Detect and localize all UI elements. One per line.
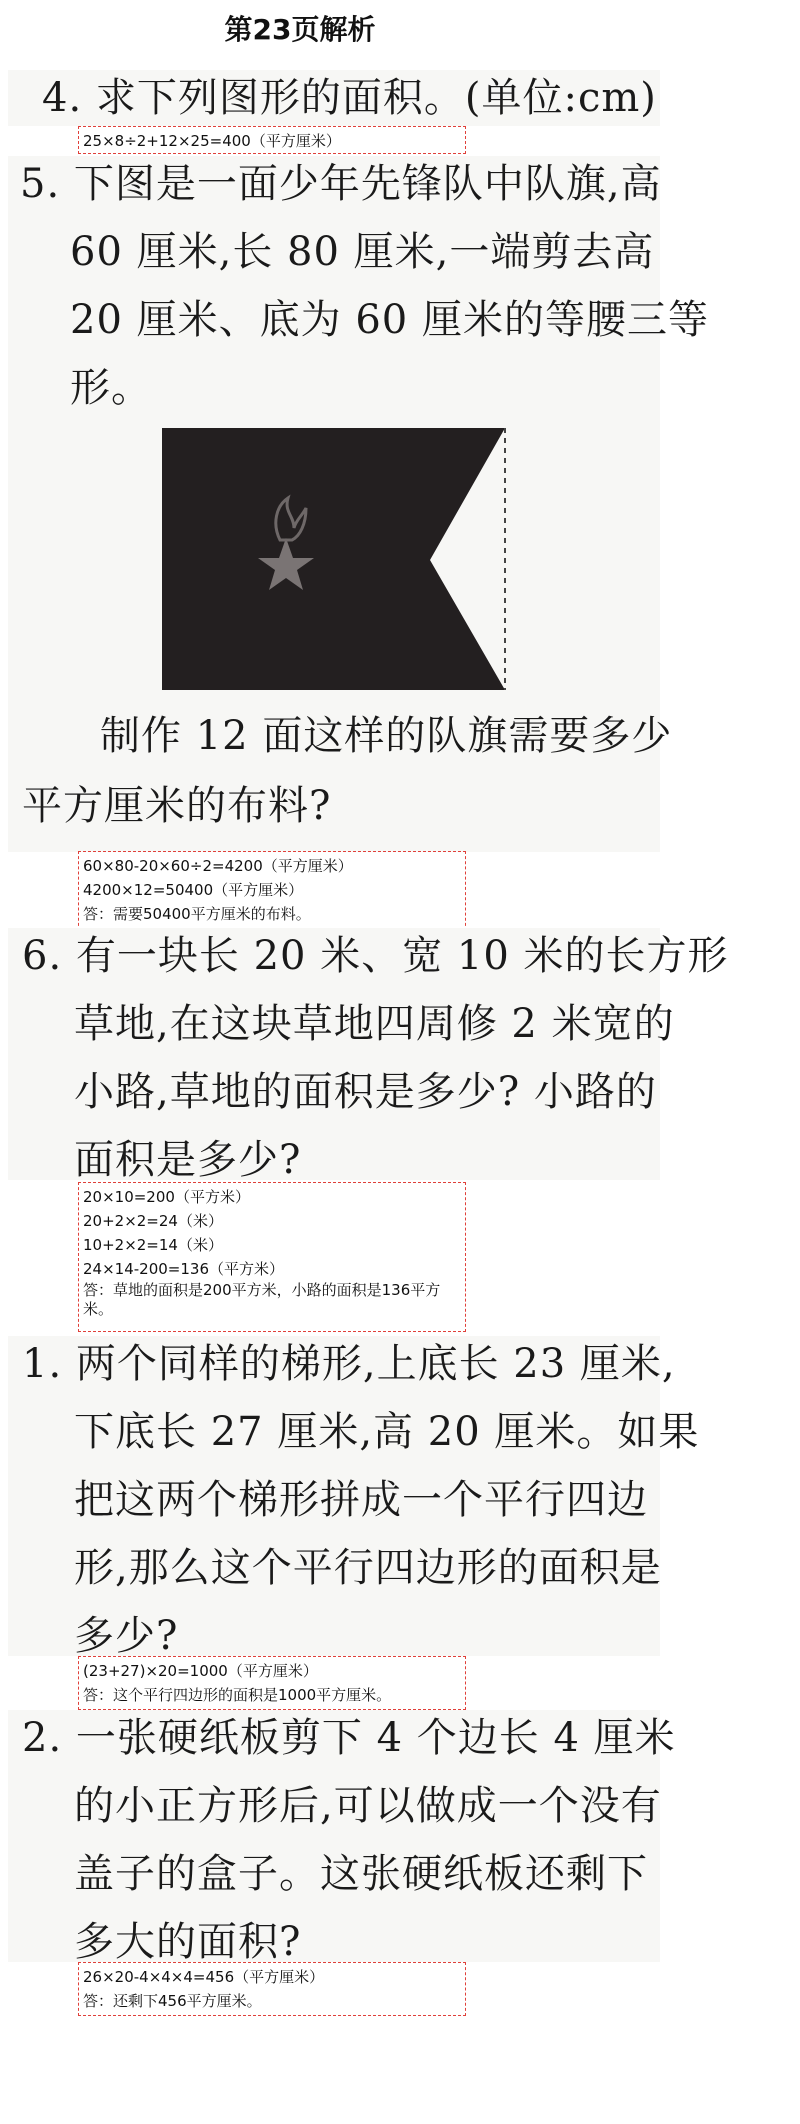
- q6-answer-line: 20+2×2=24（米）: [83, 1212, 223, 1230]
- q2-line: 2. 一张硬纸板剪下 4 个边长 4 厘米: [22, 1715, 676, 1761]
- squadron-flag-figure: [160, 428, 512, 696]
- q6-line: 6. 有一块长 20 米、宽 10 米的长方形: [22, 933, 729, 979]
- q5-answer-box: [78, 851, 466, 931]
- q6-answer-line: 20×10=200（平方米）: [83, 1188, 250, 1206]
- q2-line: 的小正方形后,可以做成一个没有: [74, 1783, 662, 1829]
- q6-answer-line: 24×14-200=136（平方米）: [83, 1260, 284, 1278]
- q6-scan: [8, 928, 729, 1183]
- q2-line: 盖子的盒子。这张硬纸板还剩下: [74, 1851, 648, 1897]
- q5-line: 60 厘米,长 80 厘米,一端剪去高: [70, 229, 655, 275]
- q2-answer-line: 答：还剩下456平方厘米。: [83, 1992, 262, 2010]
- q1-line: 形,那么这个平行四边形的面积是: [74, 1545, 662, 1591]
- q2-line: 多大的面积?: [74, 1919, 302, 1965]
- q6-answer-box: [78, 1182, 466, 1332]
- q5-line: 20 厘米、底为 60 厘米的等腰三等: [70, 297, 709, 343]
- q4-answer-box: [78, 126, 466, 154]
- q1-line: 1. 两个同样的梯形,上底长 23 厘米,: [22, 1341, 676, 1387]
- q5-answer-line: 60×80-20×60÷2=4200（平方厘米）: [83, 857, 353, 875]
- q2-scan: [8, 1710, 676, 1965]
- q2-answer-box: [78, 1962, 466, 2016]
- q1-line: 把这两个梯形拼成一个平行四边: [74, 1477, 648, 1523]
- q1-line: 下底长 27 厘米,高 20 厘米。如果: [74, 1409, 700, 1455]
- q5-after-line: 平方厘米的布料?: [22, 783, 332, 829]
- q5-line: 5. 下图是一面少年先锋队中队旗,高: [20, 161, 662, 207]
- q4-scan: [8, 70, 660, 126]
- q6-line: 面积是多少?: [74, 1137, 302, 1183]
- q1-line: 多少?: [74, 1613, 179, 1659]
- page-title: 第23页解析: [224, 13, 376, 46]
- q1-answer-line: 答：这个平行四边形的面积是1000平方厘米。: [83, 1686, 392, 1704]
- q5-after-line: 制作 12 面这样的队旗需要多少: [100, 713, 673, 759]
- q1-answer-line: (23+27)×20=1000（平方厘米）: [83, 1662, 318, 1680]
- q6-answer-line: 答：草地的面积是200平方米，小路的面积是136平方米。: [83, 1281, 441, 1318]
- q1-scan: [8, 1336, 700, 1659]
- q5-answer-line: 答：需要50400平方厘米的布料。: [83, 905, 311, 923]
- q5-line: 形。: [70, 365, 152, 411]
- q4-text: 4. 求下列图形的面积。(单位:cm): [42, 75, 657, 121]
- q6-line: 小路,草地的面积是多少? 小路的: [74, 1069, 657, 1115]
- q6-answer-line: 10+2×2=14（米）: [83, 1236, 223, 1254]
- q5-answer-line: 4200×12=50400（平方厘米）: [83, 881, 304, 899]
- q6-line: 草地,在这块草地四周修 2 米宽的: [74, 1001, 675, 1047]
- flag-shape: [162, 428, 505, 690]
- q2-answer-line: 26×20-4×4×4=456（平方厘米）: [83, 1968, 325, 1986]
- q1-answer-box: [78, 1656, 466, 1710]
- q4-answer-line: 25×8÷2+12×25=400（平方厘米）: [83, 132, 341, 150]
